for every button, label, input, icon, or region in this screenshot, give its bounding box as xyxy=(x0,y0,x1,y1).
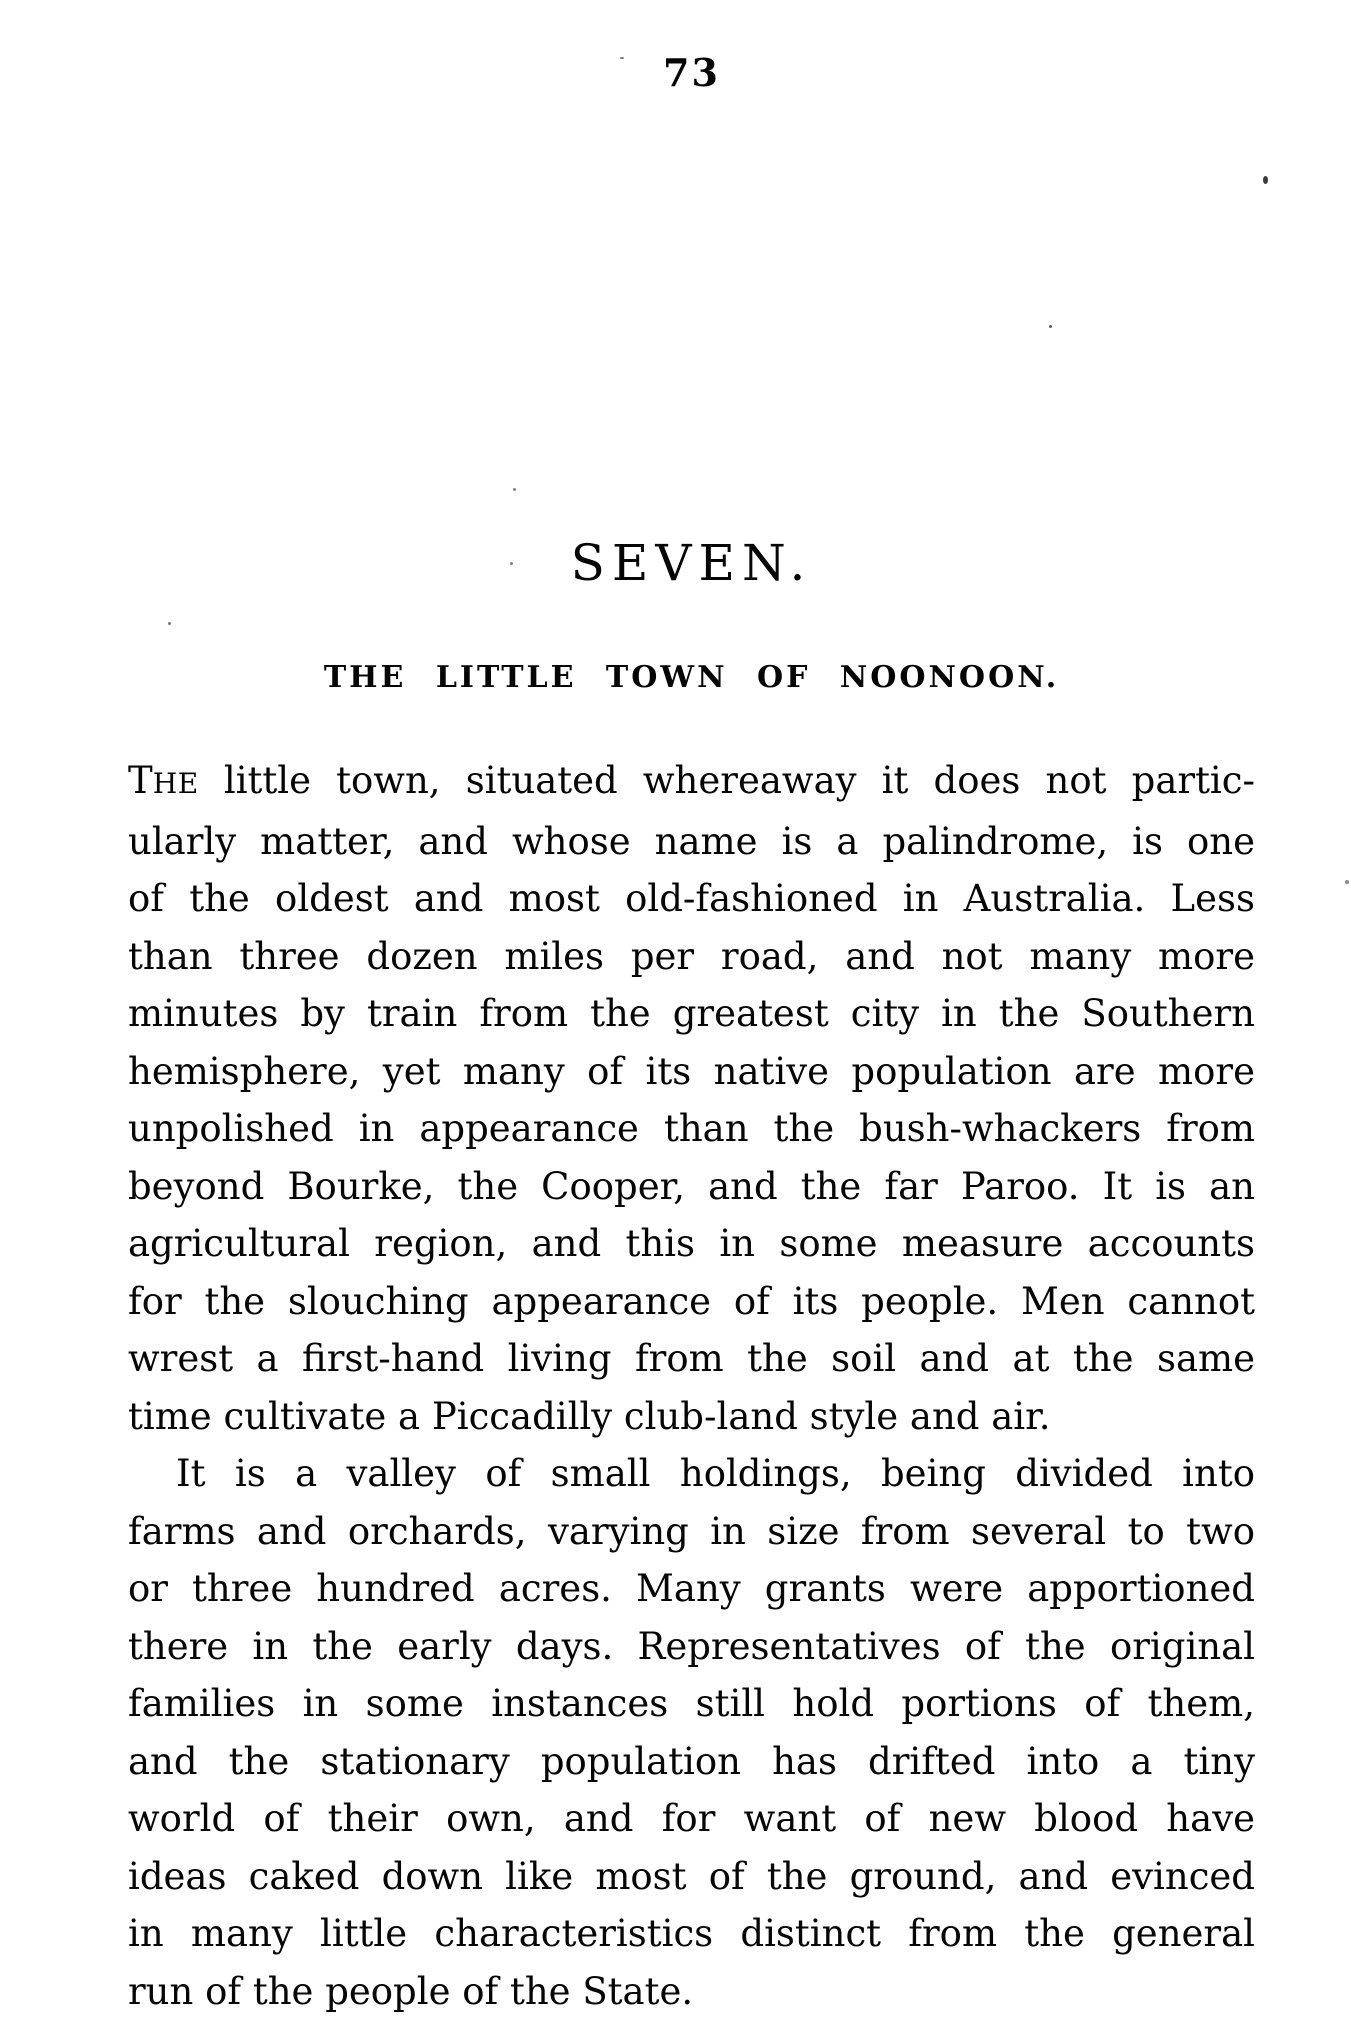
page-number: 73 xyxy=(663,50,720,95)
scan-speck xyxy=(513,488,516,491)
text-line xyxy=(128,1043,1255,1101)
scan-speck xyxy=(168,622,171,625)
text-segment: hemisphere, yet many of its native population are more xyxy=(128,1049,1255,1093)
text-line xyxy=(128,985,1255,1043)
text-segment: wrest a first-hand living from the soil and at the same xyxy=(128,1337,1255,1380)
text-segment: there in the early days. Representatives of the original xyxy=(128,1624,1255,1668)
text-segment: ularly matter, and whose name is a palindrome, is one xyxy=(128,819,1255,863)
text-line xyxy=(128,1503,1255,1561)
text-line xyxy=(128,928,1255,986)
text-segment: run of the people of the State. xyxy=(128,1969,694,2013)
text-line xyxy=(128,1560,1255,1618)
text-segment: than three dozen miles per road, and not many more xyxy=(128,934,1255,978)
text-segment: minutes by train from the greatest city in the Southern xyxy=(128,992,1255,1035)
text-segment: of the oldest and most old-fashioned in Australia. Less xyxy=(128,877,1255,920)
text-segment: or three hundred acres. Many grants were apportioned xyxy=(128,1567,1255,1610)
page-body xyxy=(128,752,1255,2020)
text-segment: T xyxy=(128,759,153,802)
text-segment: and the stationary population has drifted into a tiny xyxy=(128,1739,1255,1783)
text-segment: world of their own, and for want of new blood have xyxy=(128,1797,1255,1840)
text-segment: in many little characteristics distinct from the general xyxy=(128,1912,1255,1955)
text-line xyxy=(128,1273,1255,1331)
text-line xyxy=(128,1100,1255,1158)
text-line xyxy=(128,1905,1255,1963)
text-line xyxy=(128,870,1255,928)
text-line xyxy=(128,1445,1255,1503)
text-segment: It is a valley of small holdings, being divided into xyxy=(176,1452,1255,1495)
text-line xyxy=(128,1675,1255,1733)
text-segment: little town, situated whereaway it does not partic- xyxy=(198,759,1255,802)
scan-speck xyxy=(1049,325,1052,328)
text-segment: agricultural region, and this in some measure accounts xyxy=(128,1222,1255,1265)
scan-speck xyxy=(620,57,624,59)
scan-speck xyxy=(1345,880,1349,884)
text-line xyxy=(128,752,1255,813)
text-segment: ideas caked down like most of the ground, and evinced xyxy=(128,1854,1255,1898)
text-line xyxy=(128,813,1255,871)
text-segment: unpolished in appearance than the bush-whackers from xyxy=(128,1107,1255,1150)
text-line xyxy=(128,1158,1255,1216)
text-line xyxy=(128,1963,1255,2021)
text-line xyxy=(128,1618,1255,1676)
text-line xyxy=(128,1388,1255,1446)
scan-speck xyxy=(510,562,513,565)
text-segment: for the slouching appearance of its people. Men cannot xyxy=(128,1279,1255,1323)
small-caps-text: HE xyxy=(152,767,199,800)
text-segment: farms and orchards, varying in size from several to two xyxy=(128,1509,1255,1553)
text-line xyxy=(128,1330,1255,1388)
text-line xyxy=(128,1733,1255,1791)
text-line xyxy=(128,1848,1255,1906)
text-segment: families in some instances still hold portions of them, xyxy=(128,1682,1255,1725)
chapter-title: SEVEN. xyxy=(570,534,813,592)
scan-speck xyxy=(1263,176,1268,184)
section-title: THE LITTLE TOWN OF NOONOON. xyxy=(323,660,1060,695)
text-segment: time cultivate a Piccadilly club-land style and air. xyxy=(128,1394,1051,1438)
text-segment: beyond Bourke, the Cooper, and the far Paroo. It is an xyxy=(128,1164,1255,1208)
text-line xyxy=(128,1790,1255,1848)
text-line xyxy=(128,1215,1255,1273)
